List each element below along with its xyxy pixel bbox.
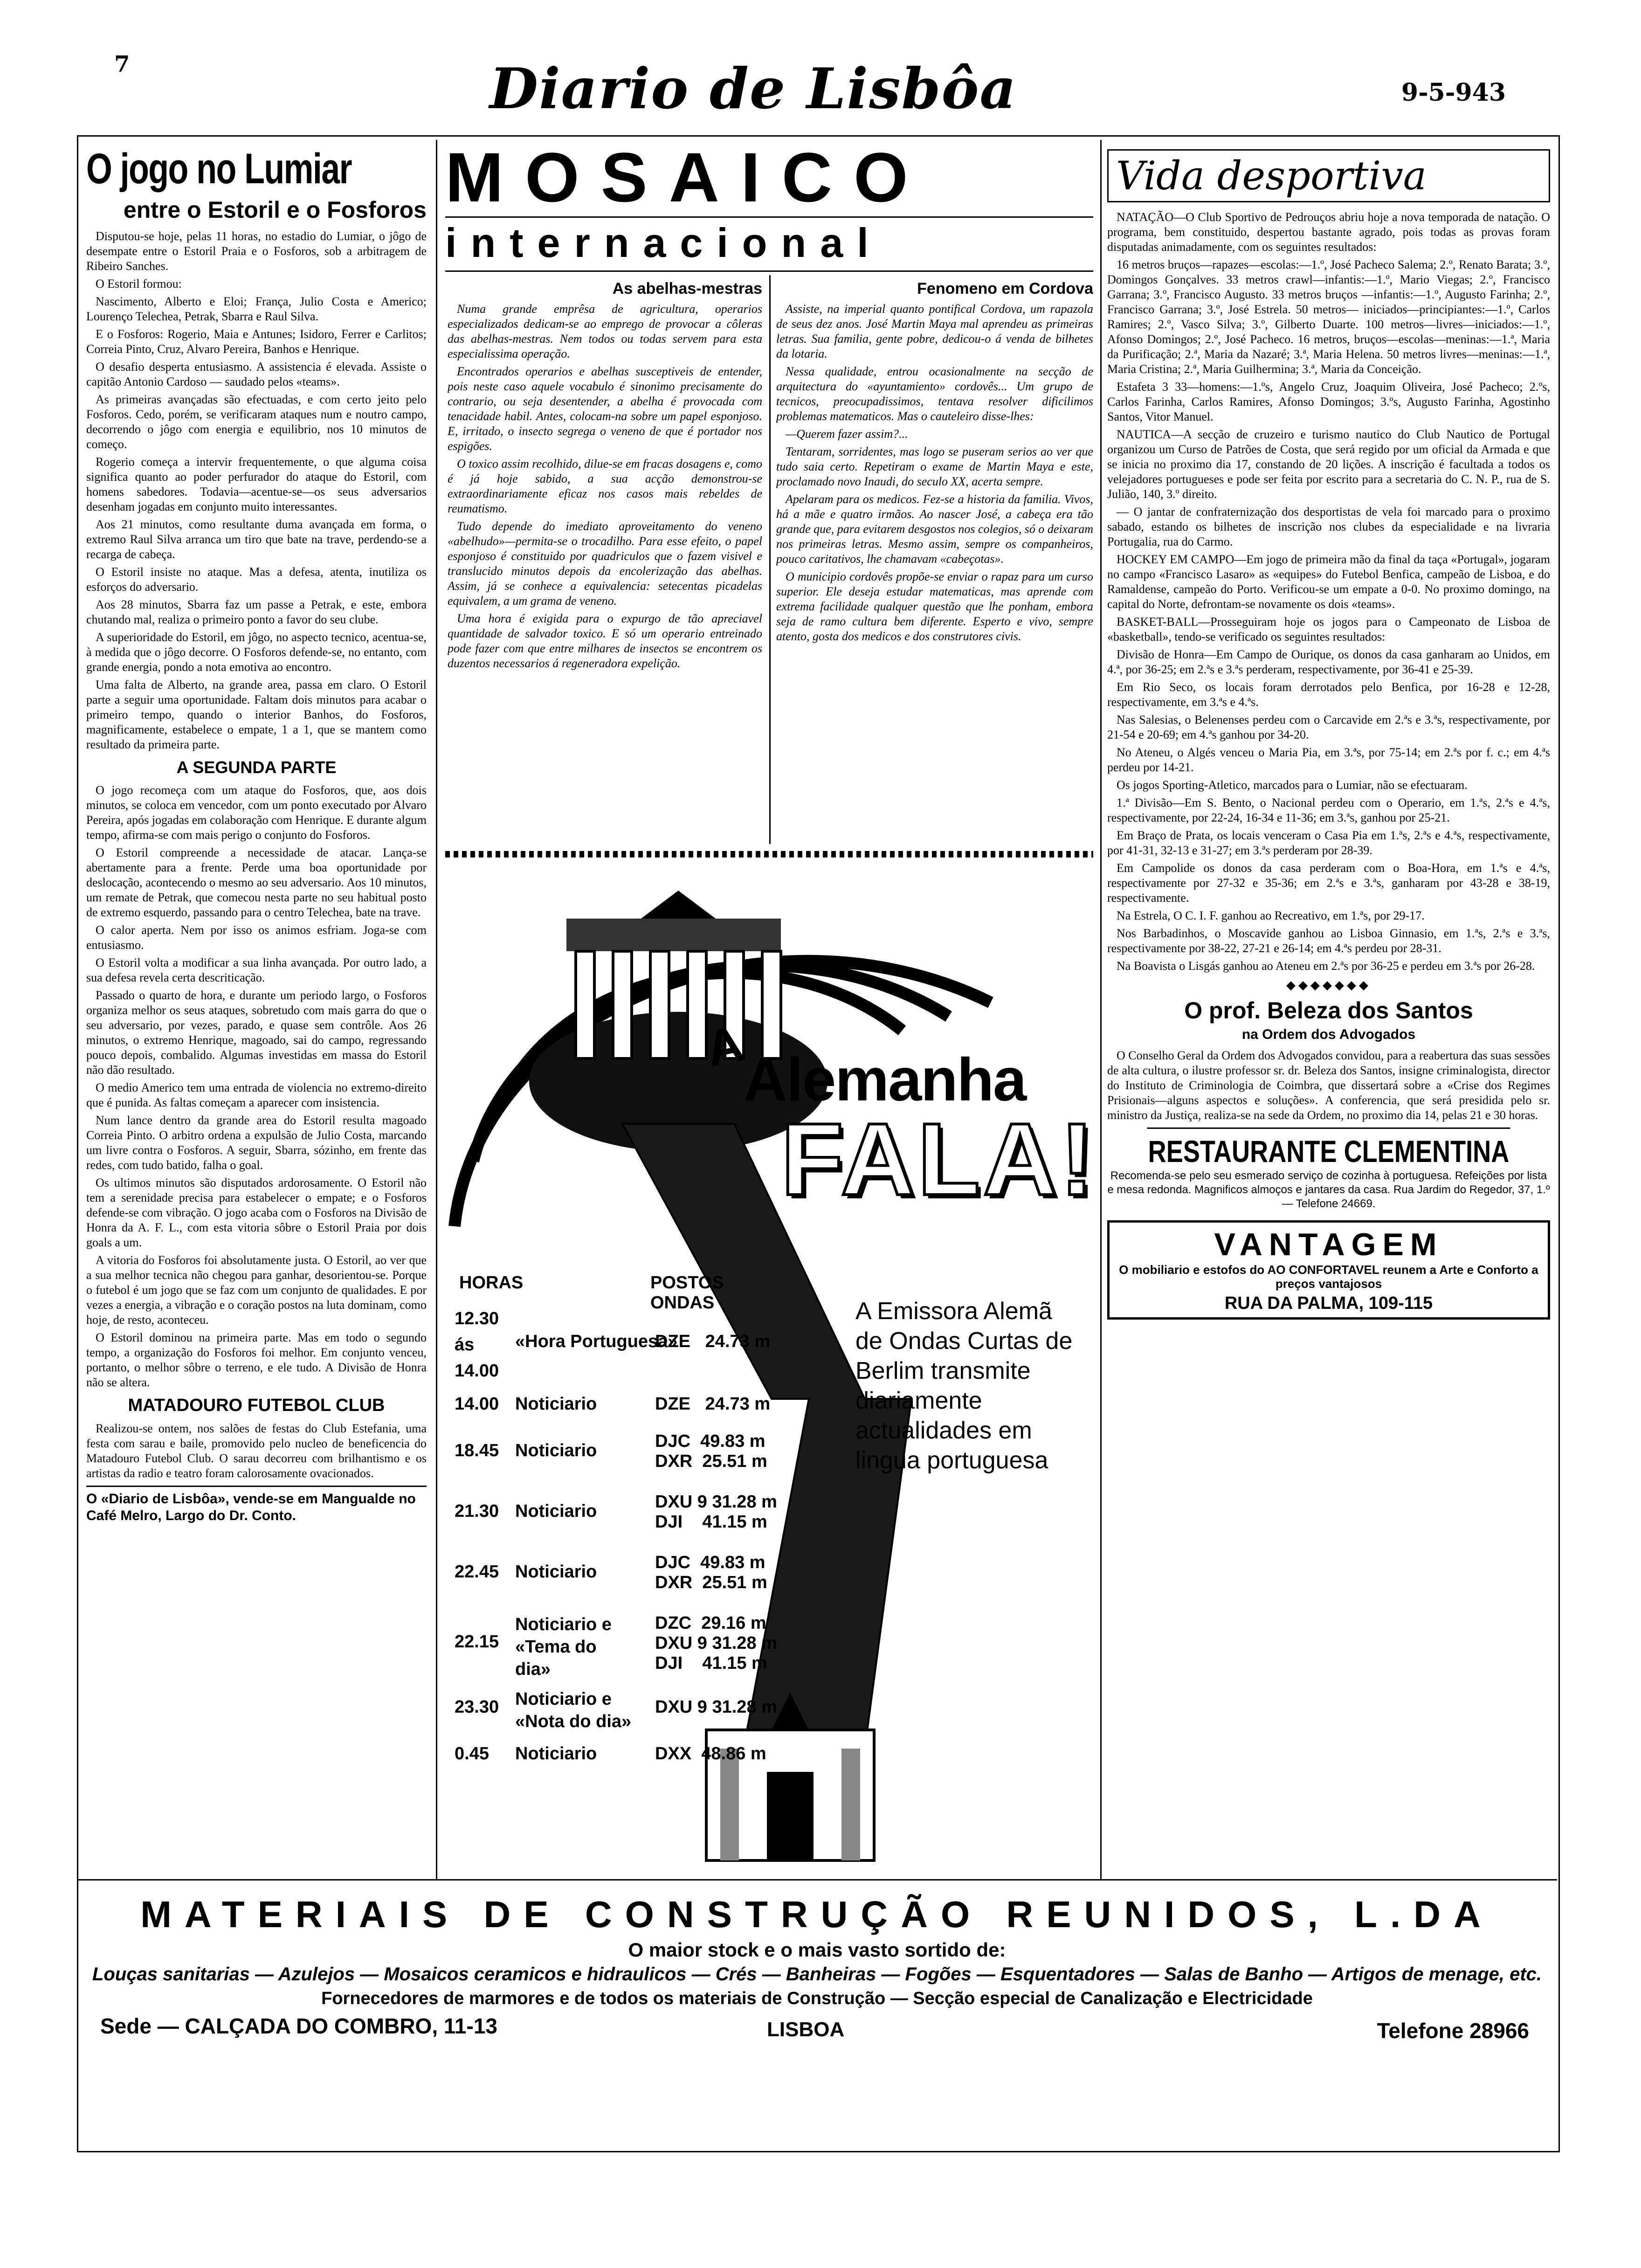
article-subheadline: entre o Estoril e o Fosforos (123, 197, 427, 223)
banner-top-rule (77, 1879, 1557, 1881)
paragraph: O Estoril volta a modificar a sua linha avançada. Por outro lado, a sua defesa revela certa descriticação. (86, 956, 427, 984)
schedule-header-stations: POSTOS ONDAS (650, 1273, 724, 1313)
left-column (86, 140, 427, 1874)
banner-title: MATERIAIS DE CONSTRUÇÃO REUNIDOS, L.DA (140, 1894, 1494, 1935)
banner-sede: Sede — CALÇADA DO COMBRO, 11-13 (100, 2014, 497, 2038)
restaurant-ad-text: Recomenda-se pelo seu esmerado serviço de cozinha à portuguesa. Refeições por lista e mesa redonda. Magnificos almoços e jantares da casa. Rua Jardim do Regedor, 37, 1.º — Telefone 24669. (1107, 1169, 1550, 1210)
schedule-program: Noticiario (515, 1562, 597, 1582)
paragraph: Aos 21 minutos, como resultante duma avançada em forma, o extremo Raul Silva arranca um tiro que bate na trave, perdendo-se a recarga de cabeça. (86, 518, 427, 561)
paragraph: HOCKEY EM CAMPO—Em jogo de primeira mão da final da taça «Portugal», jogaram no campo «Francisco Lasaro» as «equipes» do Futebol Benfica, campeão de Lisboa, e do Ramaldense, campeão do Porto. Verificou-se um empate a 0-0. No proximo domingo, na capital do Norte, defrontam-se novamente os dois «teams». (1107, 553, 1550, 611)
paragraph: Tentaram, sorridentes, mas logo se puseram serios ao ver que tudo saia certo. Repetiram o exame de Martin Maya e este, proclamado novo Inaudi, do seculo XX, acerta sempre. (776, 445, 1093, 488)
ad-title-alemanha: Alemanha (744, 1045, 1026, 1113)
beleza-paragraph: O Conselho Geral da Ordem dos Advogados convidou, para a reabertura das suas sessões de alta cultura, o ilustre professor sr. dr. Beleza dos Santos, insigne criminalogista, director do Instituto de Criminologia de Coimbra, que dissertará sobre a «Crise dos Regimes Prisionais—alguns aspectos e soluções». A conferencia, que será presidida pelo sr. ministro da Justiça, realiza-se na sede da Ordem, no proximo dia 14, pelas 21 e 30 horas. (1107, 1049, 1550, 1122)
paragraph: 16 metros bruços—rapazes—escolas:—1.º, José Pacheco Salema; 2.º, Renato Barata; 3.º, Domingos Gonçalves. 33 metros crawl—infantis:—1.º, Mario Viegas; 2.º, Francisco Garrana; 3.º, Francisco Augusto. 33 metros bruços —infantis:—1.º, Augusto Farinha; 2.º, Francisco Garrana; 3.º, José Estrela. 50 metros— iniciados—principiantes:—1.º, Carlos Ramires; 2.º, Vasco Silva; 3.º, Gilberto Duarte. 100 metros—livres—iniciados:—1.º, Afonso Domingos; 2.º, José Pacheco. 16 metros, bruços—escolas—meninas:—1.ª, Maria da Purificação; 2.ª, Maria da Nazaré; 3.ª, Maria Helena. 50 metros livres—meninas:—1.ª, Maria Cristina; 2.ª, Maria Guilhermina; 3.ª, Maria da Conceição. (1107, 258, 1550, 376)
paragraph: Num lance dentro da grande area do Estoril resulta magoado Correia Pinto. O arbitro ordena a expulsão de Julio Costa, marcando um livre contra o Fosforos. A seguir, Sbarra, sózinho, em frente das redes, com tudo batido, falha o goal. (86, 1113, 427, 1172)
beleza-subheading: na Ordem dos Advogados (1241, 1027, 1416, 1042)
paragraph: Na Estrela, O C. I. F. ganhou ao Recreativo, em 1.ªs, por 29-17. (1117, 909, 1425, 922)
mosaico-divider (445, 216, 1093, 218)
paragraph: O desafio desperta entusiasmo. A assistencia é elevada. Assiste o capitão Antonio Cardoso — saudado pelos «teams». (86, 360, 427, 388)
restaurant-ad-title: RESTAURANTE CLEMENTINA (1147, 1127, 1510, 1169)
schedule-stations: DXU 9 31.28 m DJI 41.15 m (655, 1492, 777, 1532)
paragraph: Apelaram para os medicos. Fez-se a historia da familia. Vivos, há a mãe e quatro irmãos. Ao nascer José, a cabeça era tão grande que, para evitarem desgostos nos colegios, só o deixaram nos primeiras letras. Mesmo assim, sempre os companheiros, pouco caritativos, lhe chamavam «cabeçotas». (776, 492, 1093, 566)
paragraph: Assiste, na imperial quanto pontifical Cordova, um rapazola de seus dez anos. José Martin Maya mal aprendeu as primeiras letras. Sua familia, gente pobre, dedicou-o á venda de bilhetes da lotaria. (776, 302, 1093, 360)
ad-title-fala: FALA! (781, 1102, 1097, 1217)
schedule-program: Noticiario e «Tema do dia» (515, 1615, 612, 1679)
paragraph: No Ateneu, o Algés venceu o Maria Pia, em 3.ªs, por 75-14; em 2.ªs por f. c.; em 4.ªs perdeu por 14-21. (1107, 746, 1550, 774)
mosaico-title: MOSAICO (445, 138, 930, 216)
paragraph: NATAÇÃO—O Club Sportivo de Pedrouços abriu hoje a nova temporada de natação. O programa, bem constituido, despertou bastante agrado, pois todas as provas foram disputadas animadamente, com os seguintes resultados: (1107, 210, 1550, 254)
schedule-program: Noticiario e «Nota do dia» (515, 1689, 632, 1731)
cordova-heading: Fenomeno em Cordova (917, 280, 1093, 297)
schedule-stations: DXX 48.86 m (655, 1744, 766, 1763)
beleza-heading: O prof. Beleza dos Santos (1184, 997, 1473, 1023)
paragraph: O toxico assim recolhido, dilue-se em fracas dosagens e, como é já hoje sabido, a sua acção demonstrou-se extraordinariamente eficaz nos casos mais rebeldes de reumatismo. (448, 457, 762, 515)
paragraph: Rogerio começa a intervir frequentemente, o que alguma coisa significa quanto ao poder perfurador do ataque do Estoril, com homens sabedores. Todavia—acentue-se—os seus adversarios desenham jogadas em conjunto muito interessantes. (86, 455, 427, 513)
paragraph: Em Braço de Prata, os locais venceram o Casa Pia em 1.ªs, 2.ªs e 4.ªs, respectivamente, por 41-31, 32-13 e 31-27; em 3.ªs perderam por 28-39. (1107, 829, 1550, 857)
ad-promo-text: A Emissora Alemã de Ondas Curtas de Berlim transmite diariamente actualidades em lingua portuguesa (855, 1298, 1073, 1474)
paragraph: E o Fosforos: Rogerio, Maia e Antunes; Isidoro, Ferrer e Carlitos; Correia Pinto, Cruz, Alvaro Pereira, Banhos e Henrique. (86, 327, 427, 356)
vantagem-address: RUA DA PALMA, 109-115 (1224, 1293, 1433, 1313)
second-half-body (86, 783, 427, 1390)
schedule-stations: DJC 49.83 m DXR 25.51 m (655, 1553, 767, 1592)
schedule-program: Noticiario (515, 1394, 597, 1414)
vantagem-text: O mobiliario e estofos do AO CONFORTAVEL reunem a Arte e Conforto a preços vantajosos (1119, 1263, 1538, 1291)
paragraph: Aos 28 minutos, Sbarra faz um passe a Petrak, e este, embora chutando mal, realiza o primeiro ponto a favor do seu clube. (86, 598, 427, 626)
paragraph: O Estoril dominou na primeira parte. Mas em todo o segundo tempo, a organização do Fosforos foi melhor. Em conjunto venceu, portanto, o melhor sôbre o terreno, e ele tudo. A Divisão de Honra não se altera. (86, 1331, 427, 1389)
banner-line-3: Fornecedores de marmores e de todos os materiais de Construção — Secção especial de Canalização e Electricidade (321, 1989, 1313, 2008)
cordova-article (776, 280, 1093, 849)
paragraph: As primeiras avançadas são efectuadas, e com certo jeito pelo Fosforos. Cedo, porém, se verificaram ataques num e noutro campo, decorrendo o jôgo com energia e equilibrio, nos 10 minutos de começo. (86, 393, 427, 451)
paragraph: Uma hora é exigida para o expurgo de tão apreciavel quantidade de salvador toxico. E só um operario entreinado pode fazer com que entre milhares de insectos se encontrem os duzentos necessarios á regeneradora expelição. (448, 612, 762, 670)
paragraph: Nascimento, Alberto e Eloi; França, Julio Costa e Americo; Lourenço Telechea, Petrak, Sbarra e Raul Silva. (86, 295, 427, 323)
schedule-program: Noticiario (515, 1441, 597, 1460)
sports-section-title: Vida desportiva (1107, 149, 1550, 202)
banner-line-2: Louças sanitarias — Azulejos — Mosaicos ceramicos e hidraulicos — Crés — Banheiras — Fogões — Esquentadores — Salas de Banho — Artigos de menage, etc. (92, 1964, 1542, 1984)
schedule-stations: DZC 29.16 m DXU 9 31.28 m DJI 41.15 m (655, 1613, 777, 1673)
banner-footer (77, 2013, 1557, 2046)
paragraph: O municipio cordovês propõe-se enviar o rapaz para um curso superior. Ele deseja estudar matematicas, mas aprende com extrema facilidade qualquer questão que lhe ponham, embora seja de ramo cultura bem diferente. Esperto e vivo, sempre atento, gosta dos medicos e dos construtores civis. (776, 570, 1093, 643)
schedule-time: 12.30 ás 14.00 (455, 1309, 499, 1381)
radio-advertisement (445, 863, 1097, 1874)
paragraph: Estafeta 3 33—homens:—1.ºs, Angelo Cruz, Joaquim Oliveira, José Pacheco; 2.ºs, Carlos Farinha, Carlos Ramires, Afonso Domingos; 3.ºs, Augusto Farinha, Agostinho Santos, Vitor Manuel. (1107, 380, 1550, 423)
paragraph: NAUTICA—A secção de cruzeiro e turismo nautico do Club Nautico de Portugal organizou um Curso de Patrões de Costa, que será regido por um oficial da Armada e que se inicia no proximo dia 17, constando de 20 lições. A inscrição é facultada a todos os velejadores portugueses e pode ser feita por escrito para a secretaria do C. N. P., rua de S. Julião, 140, 3.º direito. (1107, 428, 1550, 501)
paragraph: Encontrados operarios e abelhas susceptiveis de entender, pois neste caso aquele vocabulo é sinonimo precisamente do contrario, ou seja desentender, a abelha é provocada com tenacidade habil. Antes, colocam-na sobre um papel esponjoso. E, irritado, o insecto segrega o veneno de que é portador nos espigões. (448, 365, 762, 453)
mosaico-bottom-rule (445, 270, 1093, 272)
column-rule-2 (1100, 140, 1102, 1879)
schedule-stations: DZE 24.73 m (655, 1394, 771, 1414)
mosaico-subtitle: internacional (445, 220, 883, 266)
materials-banner (77, 1884, 1557, 2150)
paragraph: A vitoria do Fosforos foi absolutamente justa. O Estoril, ao ver que a sua melhor tecnica não chegou para ganhar, desorientou-se. Porque o futebol é um jogo que se faz com um conjunto de qualidades. E por vezes a energia, a vibração e o coração postos na luta dominam, como hoje, de resto, aconteceu. (86, 1253, 427, 1327)
paragraph: Disputou-se hoje, pelas 11 horas, no estadio do Lumiar, o jôgo de desempate entre o Estoril Praia e o Fosforos, sob a arbitragem de Ribeiro Sanches. (86, 229, 427, 273)
paragraph: Tudo depende do imediato aproveitamento do veneno «abelhudo»—permita-se o trocadilho. Para esse efeito, o papel esponjoso é constituido por quadriculos que o fazem visivel e translucido minutos depois da encolerização das abelhas. Assim, já se conhece a equivalencia: setecentas picadelas equivalem, a um grama de veneno. (448, 519, 762, 608)
paragraph: Os ultimos minutos são disputados ardorosamente. O Estoril não tem a serenidade precisa para estabelecer o empate; e o Fosforos defende-se com vibração. O jogo acaba com o Fosforos na Divisão de Honra da A. F. L., com esta vitoria sôbre o Estoril Praia por dois goals a um. (86, 1176, 427, 1249)
schedule-time: 22.15 (455, 1632, 499, 1652)
ornamental-divider (445, 851, 1093, 857)
second-half-heading: A SEGUNDA PARTE (176, 758, 337, 777)
article-body (86, 229, 427, 752)
paragraph: — O jantar de confraternização dos desportistas de vela foi marcado para o proximo sabado, estando os bilhetes de inscrição nos clubes da especialidade e na livraria Portugalia, rua do Carmo. (1107, 505, 1550, 548)
paragraph: Passado o quarto de hora, e durante um periodo largo, o Fosforos organiza melhor os seus ataques, sobretudo com mais garra do que o seu adversario, por vezes, parado, e quase sem contrôle. Aos 26 minutos, o extremo Henrique, magoado, sai do campo, regressando pouco depois, combalido. Algumas investidas em massa do Estoril não dão resultado. (86, 989, 427, 1077)
paragraph: 1.ª Divisão—Em S. Bento, o Nacional perdeu com o Operario, em 1.ªs, 2.ªs e 4.ªs, respectivamente, por 22-24, 16-34 e 11-36; em 3.ªs, ganhou por 25-21. (1107, 796, 1550, 824)
club-heading: MATADOURO FUTEBOL CLUB (128, 1396, 385, 1415)
schedule-time: 22.45 (455, 1562, 499, 1582)
club-paragraph: Realizou-se ontem, nos salões de festas do Club Estefania, uma festa com sarau e baile, promovido pelo nucleo de beneficencia do Matadouro Futebol Club. O sarau decorreu com brilhantismo e os artistas da radio e teatro foram calorosamente ovacionados. (86, 1422, 427, 1480)
ornament-divider: ◆◆◆◆◆◆◆ (1286, 978, 1371, 992)
schedule-program: «Hora Portuguesa» (515, 1332, 678, 1351)
paragraph: Na Boavista o Lisgás ganhou ao Ateneu em 2.ªs por 36-25 e perdeu em 3.ªs por 26-28. (1117, 959, 1535, 973)
paragraph: O jogo recomeça com um ataque do Fosforos, que, aos dois minutos, se coloca em vencedor, com um ponto executado por Alvaro Pereira, após jogadas em colaboração com Henrique. E durante algum tempo, afirma-se com mais perigo o conjunto do Fosforos. (86, 783, 427, 842)
schedule-time: 21.30 (455, 1501, 499, 1521)
banner-city: LISBOA (767, 2018, 845, 2041)
broadcast-schedule (455, 1273, 781, 1763)
mosaico-column-rule (769, 275, 771, 844)
paragraph: Os jogos Sporting-Atletico, marcados para o Lumiar, não se efectuaram. (1117, 778, 1468, 792)
abelhas-heading: As abelhas-mestras (612, 280, 762, 297)
paragraph: Nas Salesias, o Belenenses perdeu com o Carcavide em 2.ªs e 3.ªs, respectivamente, por 21-54 e 20-69; em 4.ªs ganhou por 34-20. (1107, 713, 1550, 741)
paragraph: Numa grande emprêsa de agricultura, operarios especializados dedicam-se ao emprego de provocar a côleras das abelhas-mestras. Nem todos ou todas servem para esta especialissima operação. (448, 302, 762, 360)
paragraph: BASKET-BALL—Prosseguiram hoje os jogos para o Campeonato de Lisboa de «basketball», tendo-se verificado os seguintes resultados: (1107, 615, 1550, 643)
banner-line-1: O maior stock e o mais vasto sortido de: (628, 1939, 1006, 1961)
schedule-program: Noticiario (515, 1744, 597, 1763)
paragraph: Nos Barbadinhos, o Moscavide ganhou ao Lisboa Ginnasio, em 1.ªs, 2.ªs e 3.ªs, respectivamente por 38-22, 27-21 e 26-14; em 4.ªs perdeu por 28-31. (1107, 927, 1550, 955)
schedule-time: 14.00 (455, 1394, 499, 1414)
mosaico-header (445, 140, 1093, 266)
paragraph: O medio Americo tem uma entrada de violencia no extremo-direito que é punida. As faltas começam a aparecer com insistencia. (86, 1081, 427, 1109)
paragraph: O Estoril formou: (96, 277, 182, 290)
vantagem-ad (1107, 1220, 1550, 1320)
schedule-stations: DJC 49.83 m DXR 25.51 m (655, 1431, 767, 1471)
banner-phone: Telefone 28966 (1377, 2019, 1529, 2043)
ad-title-a: A (701, 1014, 749, 1078)
column-rule-1 (436, 140, 437, 1879)
paragraph: A superioridade do Estoril, em jôgo, no aspecto tecnico, acentua-se, à medida que o jôgo decorre. O Fosforos defende-se, no entanto, com grande energia, pondo a nota emotiva ao encontro. (86, 630, 427, 674)
paragraph: Em Rio Seco, os locais foram derrotados pelo Benfica, por 16-28 e 12-28, respectivamente, em 3.ªs e 4.ªs. (1107, 680, 1550, 709)
schedule-stations: DZE 24.73 m (655, 1332, 771, 1351)
paragraph: Divisão de Honra—Em Campo de Ourique, os donos da casa ganharam ao Unidos, em 4.ª, por 36-25; em 2.ªs e 3.ªs perderam, respectivamente, por 36-41 e 25-39. (1107, 648, 1550, 676)
sales-notice: O «Diario de Lisbôa», vende-se em Mangualde no Café Melro, Largo do Dr. Conto. (86, 1486, 427, 1524)
paragraph: Uma falta de Alberto, na grande area, passa em claro. O Estoril parte a seguir uma oportunidade. Faltam dois minutos para acabar o primeiro tempo, quando o interior Banhos, do Fosforos, magnificamente, estabelece o empate, 1 a 1, que se mantem como resultado da primeira parte. (86, 678, 427, 751)
paragraph: Nessa qualidade, entrou ocasionalmente na secção de arquitectura do «ayuntamiento» cordovês... Um grupo de tecnicos, preocupadissimos, tentava resolver dificilimos problemas matematicos. Mas o cauteleiro disse-lhes: (776, 365, 1093, 423)
schedule-time: 0.45 (455, 1744, 489, 1763)
newspaper-title: Diario de Lisbôa (490, 56, 1017, 122)
page-number: 7 (114, 51, 130, 77)
schedule-stations: DXU 9 31.28 m (655, 1697, 777, 1717)
vantagem-title: VANTAGEM (1214, 1227, 1443, 1262)
paragraph: O Estoril compreende a necessidade de atacar. Lança-se abertamente para a frente. Perde uma boa oportunidade por deslocação, acontecendo o mesmo ao seu adversario. Aos 10 minutos, um remate de Petrak, que comecou nesta parte no seu habitual posto de extremo esquerdo, passando para o centro Telechea, bate na trave. (86, 846, 427, 919)
article-headline: O jogo no Lumiar (86, 145, 352, 193)
paragraph: O calor aperta. Nem por isso os animos esfriam. Joga-se com entusiasmo. (86, 923, 427, 952)
abelhas-article (448, 280, 762, 849)
schedule-time: 23.30 (455, 1697, 499, 1717)
schedule-program: Noticiario (515, 1501, 597, 1521)
paragraph: —Querem fazer assim?... (786, 427, 908, 441)
schedule-time: 18.45 (455, 1441, 499, 1460)
right-column (1107, 140, 1550, 1874)
paragraph: O Estoril insiste no ataque. Mas a defesa, atenta, inutiliza os esforços do adversario. (86, 565, 427, 594)
schedule-header-hours: HORAS (459, 1273, 524, 1293)
paragraph: Em Campolide os donos da casa perderam com o Boa-Hora, em 1.ªs e 4.ªs, respectivamente por 27-32 e 35-36; em 2.ªs e 3.ªs, ganharam por 43-28 e 38-19, respectivamente. (1107, 861, 1550, 905)
issue-date: 9-5-943 (1401, 78, 1506, 107)
